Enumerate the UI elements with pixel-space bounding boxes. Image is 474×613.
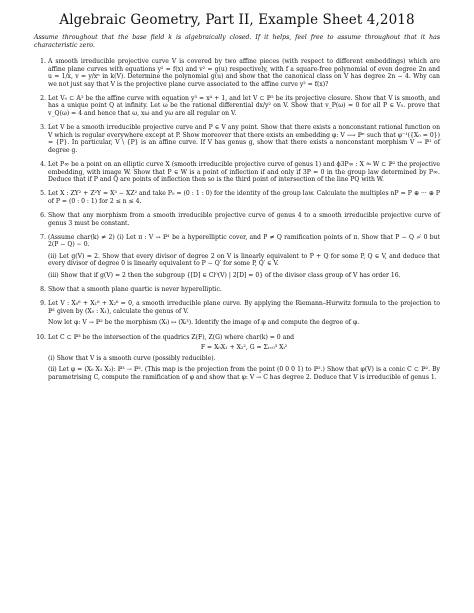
problem-item	[34, 212, 440, 227]
problem-text: A smooth irreducible projective curve V is covered by two affine pieces (with respect to different embeddings) which are affine plane curves with equations y² = f(x) and v² = g(u) respectively, with f a square-free polynomial of even degree 2n and u = 1/x, v = y/xⁿ in k(V). Determine the polynomial g(u) and show that the canonical class on V has degree 2n − 4. Why can we not just say that V is the projective plane curve associated to the affine curve y² = f(x)?	[48, 58, 440, 88]
problem-text: (ii) Let g(V) = 2. Show that every divisor of degree 2 on V is linearly equivalent to P + Q for some P, Q ∈ V, and deduce that every divisor of degree 0 is linearly equivalent to P − Q′ for some P, Q′ ∈ V.	[48, 252, 440, 268]
problem-number: 10.	[36, 333, 46, 341]
page-title: Algebraic Geometry, Part II, Example Sheet 4,2018	[59, 12, 415, 28]
problem-text: (i) Show that V is a smooth curve (possibly reducible).	[48, 354, 216, 362]
problem-text: Let V₀ ⊂ 𝔸² be the affine curve with equation y³ = x⁴ + 1, and let V ⊂ ℙ² be its projective closure. Show that V is smooth, and has a unique point Q at infinity. Let ω be the rational differential dx/y² on V. Show that v_P(ω) = 0 for all P ∈ V₀. prove that v_Q(ω) = 4 and hence that ω, xω and yω are all regular on V.	[48, 94, 440, 118]
problem-number: 4.	[40, 161, 46, 169]
problem-item	[34, 334, 440, 382]
problem-item	[34, 300, 440, 327]
problem-text: (ii) Let φ = (X₀ X₁ X₂): ℙ³ ⇢ ℙ². (This map is the projection from the point (0 0 0 1) to ℙ².) Show that φ(V) is a conic C ⊂ ℙ². By parametrising C, compute the ramification of φ and show that φ: V → C has degree 2. Deduce that V is irreducible of genus 1.	[48, 366, 440, 381]
problem-text: Let V : X₀⁶ + X₁⁶ + X₂⁶ = 0, a smooth irreducible plane curve. By applying the Riemann–Hurwitz formula to the projection to ℙ¹ given by (X₀ : X₁), calculate the genus of V.	[48, 300, 440, 315]
problem-number: 2.	[40, 94, 46, 102]
problem-text: Let V be a smooth irreducible projective curve and P ∈ V any point. Show that there exists a nonconstant rational function on V which is regular everywhere except at P. Show moreover that there exists an embedding φ: V ⟶ ℙⁿ such that φ⁻¹({X₀ = 0}) = {P}. In particular, V \ {P} is an affine curve. If V has genus g, show that there exists a nonconstant morphism V → ℙ¹ of degree g.	[48, 124, 440, 154]
problem-text: (Assume char(k) ≠ 2) (i) Let π : V → ℙ¹ be a hyperelliptic cover, and P ≠ Q ramification points of π. Show that P − Q ≁ 0 but 2(P − Q) ∼ 0.	[48, 233, 440, 249]
problem-number: 9.	[40, 300, 46, 308]
problem-number: 5.	[40, 190, 46, 198]
problem-text: Let C ⊂ ℙ³ be the intersection of the quadrics Z(F), Z(G) where char(k) = 0 and	[48, 333, 295, 341]
problem-item	[34, 95, 440, 118]
problem-number: 3.	[40, 124, 46, 132]
problem-text: Now let φ: V → ℙ² be the morphism (Xᵢ) ↦ (Xᵢ³). Identify the image of φ and compute the degree of φ.	[48, 319, 360, 327]
problem-text: Let X : ZY² + Z²Y = X³ − XZ² and take P₀ = (0 : 1 : 0) for the identity of the group law. Calculate the multiples nP = P ⊕ ··· ⊕ P of P = (0 : 0 : 1) for 2 ≤ n ≤ 4.	[48, 190, 440, 205]
display-equation: F = X₀X₁ + X₂², G = Σᵢ₌₀³ Xᵢ²	[200, 344, 288, 352]
problem-number: 6.	[40, 212, 46, 219]
problem-number: 7.	[40, 233, 46, 241]
problem-text: Let P∞ be a point on an elliptic curve X (smooth irreducible projective curve of genus 1) and ϕ3P∞ : X ⥲ W ⊂ ℙ² the projective embedding, with image W. Show that P ∈ W is a point of inflection if and only if 3P = 0 in the group law determined by P∞. Deduce that if P and Q are points of inflection then so is the third point of intersection of the line PQ with W.	[48, 161, 440, 184]
problem-item	[34, 58, 440, 88]
problem-text: Show that any morphism from a smooth irreducible projective curve of genus 4 to a smooth irreducible projective curve of genus 3 must be constant.	[48, 212, 440, 227]
problem-list	[34, 58, 440, 382]
problem-item	[34, 286, 440, 294]
problem-item	[34, 124, 440, 154]
intro-text: Assume throughout that the base field k is algebraically closed. If it helps, feel free to assume throughout that it has characteristic zero.	[34, 34, 440, 49]
problem-item	[34, 234, 440, 280]
problem-number: 1.	[40, 58, 46, 65]
problem-text: (iii) Show that if g(V) = 2 then the subgroup {[D] ∈ Cl⁰(V) | 2[D] = 0} of the divisor class group of V has order 16.	[48, 272, 401, 280]
problem-number: 8.	[40, 286, 46, 294]
problem-item	[34, 161, 440, 184]
problem-text: Show that a smooth plane quartic is never hyperelliptic.	[48, 286, 222, 294]
problem-item	[34, 190, 440, 205]
